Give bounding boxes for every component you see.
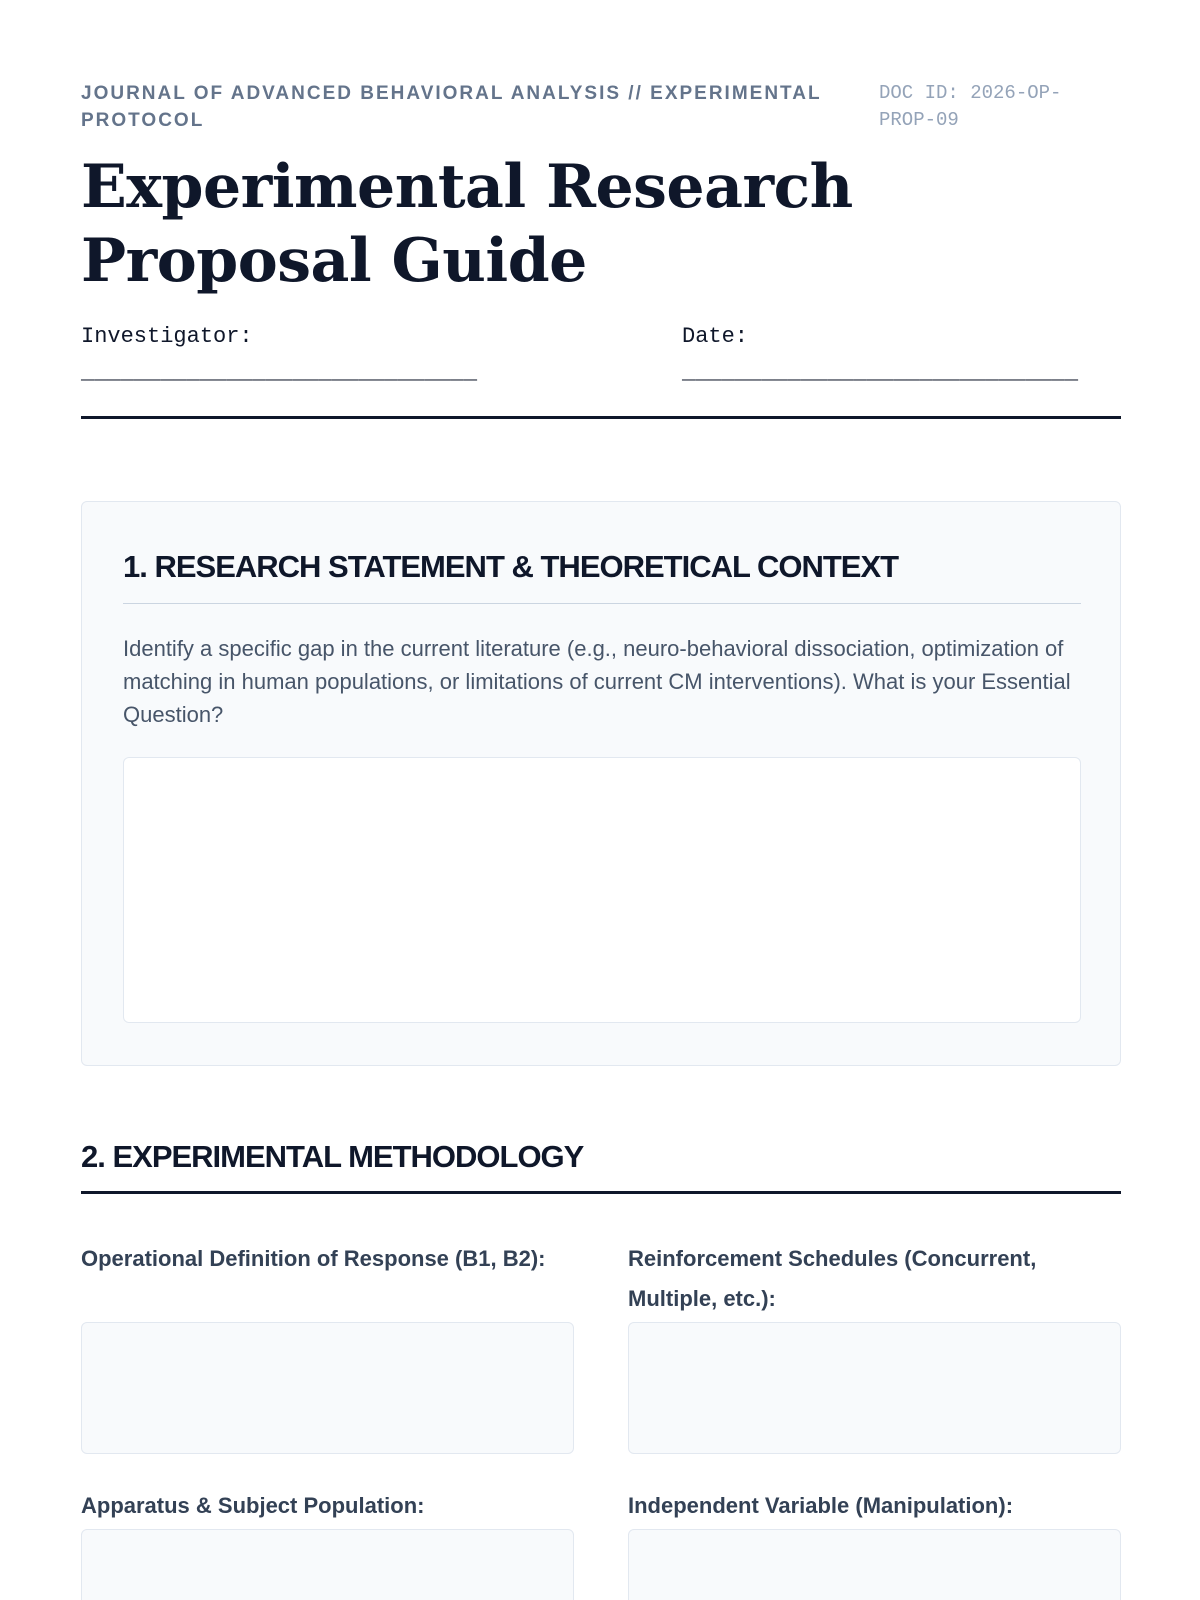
methodology-heading: 2. EXPERIMENTAL METHODOLOGY — [81, 1139, 584, 1174]
document-id: DOC ID: 2026-OP-PROP-09 — [879, 82, 1062, 131]
methodology-divider — [81, 1191, 1121, 1194]
independent-variable-label: Independent Variable (Manipulation): — [628, 1493, 1014, 1518]
journal-name: JOURNAL OF ADVANCED BEHAVIORAL ANALYSIS // EXPERIMENTAL PROTOCOL — [81, 83, 822, 131]
investigator-blank-line[interactable]: ______________________________ — [81, 360, 478, 385]
page-title: Experimental Research Proposal Guide — [81, 152, 853, 296]
investigator-field[interactable] — [81, 322, 478, 388]
research-statement-instructions: Identify a specific gap in the current literature (e.g., neuro-behavioral dissociation, optimization of matching in human populations, or limitations of current CM interventions). What is your Essential Question? — [123, 636, 1071, 727]
reinforcement-schedules-box[interactable] — [628, 1322, 1121, 1454]
date-blank-line[interactable]: ______________________________ — [682, 360, 1079, 385]
header-divider — [81, 416, 1121, 419]
research-statement-answer-box[interactable] — [123, 757, 1081, 1023]
document-header — [81, 80, 1121, 132]
independent-variable-box[interactable] — [628, 1529, 1121, 1600]
investigator-label: Investigator: — [81, 324, 253, 349]
research-statement-section — [81, 501, 1121, 1066]
response-definition-label: Operational Definition of Response (B1, B2): — [81, 1246, 546, 1271]
response-definition-box[interactable] — [81, 1322, 574, 1454]
reinforcement-schedules-label: Reinforcement Schedules (Concurrent, Multiple, etc.): — [628, 1246, 1037, 1311]
date-field[interactable] — [682, 322, 1079, 388]
date-label: Date: — [682, 324, 749, 349]
apparatus-population-box[interactable] — [81, 1529, 574, 1600]
research-statement-heading: 1. RESEARCH STATEMENT & THEORETICAL CONTEXT — [123, 549, 899, 584]
apparatus-population-label: Apparatus & Subject Population: — [81, 1493, 425, 1518]
section-divider — [123, 603, 1081, 604]
